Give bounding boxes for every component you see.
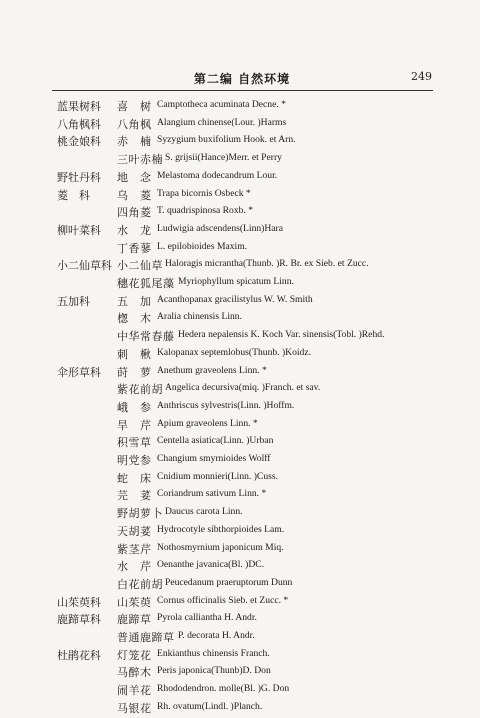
list-item bbox=[0, 487, 480, 505]
scientific-name: Centella asiatica(Linn. )Urban bbox=[157, 435, 274, 447]
scientific-name: Melastoma dodecandrum Lour. bbox=[157, 169, 278, 181]
scientific-name: Myriophyllum spicatum Linn. bbox=[178, 276, 294, 287]
list-item bbox=[0, 98, 480, 116]
list-item bbox=[0, 576, 480, 594]
scientific-name: Oenanthe javanica(Bl. )DC. bbox=[157, 559, 265, 571]
scientific-name: Acanthopanax gracilistylus W. W. Smith bbox=[157, 293, 313, 305]
scientific-name: Alangium chinense(Lour. )Harms bbox=[157, 116, 287, 128]
family-name: 柳叶菜科 bbox=[57, 223, 101, 237]
scientific-name: Angelica decursiva(miq. )Franch. et sav. bbox=[165, 382, 321, 394]
scientific-name: Anethum graveolens Linn. * bbox=[157, 364, 267, 376]
chinese-name: 白花前胡 bbox=[117, 577, 163, 591]
list-item bbox=[0, 169, 480, 187]
family-name: 山茱萸科 bbox=[57, 595, 101, 609]
family-name: 杜鹃花科 bbox=[57, 648, 101, 662]
list-item bbox=[0, 541, 480, 559]
list-item bbox=[0, 257, 480, 275]
chinese-name: 穗花狐尾藻 bbox=[117, 277, 175, 290]
scientific-name: S. grijsii(Hance)Merr. et Perry bbox=[165, 152, 282, 164]
scientific-name: Syzygium buxifolium Hook. et Arn. bbox=[157, 134, 296, 146]
chinese-name: 鹿蹄草 bbox=[117, 613, 152, 627]
list-item bbox=[0, 187, 480, 205]
chinese-name: 天胡荽 bbox=[117, 524, 152, 538]
list-item bbox=[0, 310, 480, 328]
list-item bbox=[0, 346, 480, 364]
chinese-name: 水 芹 bbox=[117, 560, 152, 574]
list-item bbox=[0, 594, 480, 612]
running-header bbox=[52, 70, 432, 86]
chinese-name: 喜 树 bbox=[117, 100, 152, 113]
list-item bbox=[0, 558, 480, 576]
list-item bbox=[0, 434, 480, 452]
scientific-name: Changium smyrnioides Wolff bbox=[157, 453, 271, 464]
chinese-name: 灯笼花 bbox=[117, 648, 152, 662]
family-name: 小二仙草科 bbox=[57, 259, 112, 273]
scientific-name: Cnidium monnieri(Linn. )Cuss. bbox=[157, 470, 278, 482]
list-item bbox=[0, 204, 480, 222]
chinese-name: 八角枫 bbox=[117, 117, 152, 131]
family-name: 伞形草科 bbox=[57, 365, 101, 379]
list-item bbox=[0, 364, 480, 382]
chinese-name: 四角菱 bbox=[117, 206, 152, 220]
chinese-name: 五 加 bbox=[117, 294, 152, 308]
scientific-name: Nothosmyrnium japonicum Miq. bbox=[157, 541, 284, 553]
family-name: 菱 科 bbox=[57, 188, 90, 202]
scientific-name: Apium graveolens Linn. * bbox=[157, 417, 258, 429]
chinese-name: 乌 菱 bbox=[117, 188, 152, 202]
list-item bbox=[0, 381, 480, 399]
list-item bbox=[0, 417, 480, 435]
scientific-name: T. quadrispinosa Roxb. * bbox=[157, 205, 254, 217]
scientific-name: Pyrola calliantha H. Andr. bbox=[157, 612, 257, 624]
family-name: 蓝果树科 bbox=[57, 100, 101, 113]
chinese-name: 山茱萸 bbox=[117, 595, 152, 609]
list-item bbox=[0, 452, 480, 470]
chinese-name: 水 龙 bbox=[117, 223, 152, 237]
chinese-name: 丁香蓼 bbox=[117, 241, 152, 255]
chinese-name: 莳 萝 bbox=[117, 365, 152, 379]
scientific-name: Peris japonica(Thunb)D. Don bbox=[157, 665, 271, 677]
list-item bbox=[0, 399, 480, 417]
list-item bbox=[0, 505, 480, 523]
chinese-name: 地 念 bbox=[117, 170, 152, 184]
list-item bbox=[0, 293, 480, 311]
scientific-name: Ludwigia adscendens(Linn)Hara bbox=[157, 222, 284, 234]
family-name: 鹿蹄草科 bbox=[57, 613, 101, 627]
scientific-name: Haloragis micrantha(Thunb. )R. Br. ex Sieb. et Zucc. bbox=[165, 258, 369, 270]
scientific-name: Anthriscus sylvestris(Linn. )Hoffm. bbox=[157, 399, 295, 411]
scientific-name: L. epilobioides Maxim. bbox=[157, 240, 248, 252]
scientific-name: Hydrocotyle sibthorpioides Lam. bbox=[157, 523, 285, 535]
scientific-name: Peucedanum praeruptorum Dunn bbox=[165, 576, 293, 588]
scientific-name: Cornus officinalis Sieb. et Zucc. * bbox=[157, 594, 289, 606]
chinese-name: 峨 参 bbox=[117, 400, 152, 414]
list-item bbox=[0, 700, 480, 718]
chinese-name: 刺 楸 bbox=[117, 347, 152, 361]
list-item bbox=[0, 222, 480, 240]
chinese-name: 三叶赤楠 bbox=[117, 153, 163, 167]
chinese-name: 紫花前胡 bbox=[117, 383, 163, 397]
list-item bbox=[0, 629, 480, 647]
list-item bbox=[0, 470, 480, 488]
scientific-name: Rh. ovatum(Lindl. )Planch. bbox=[157, 700, 263, 712]
list-item bbox=[0, 116, 480, 134]
family-name: 八角枫科 bbox=[57, 117, 101, 131]
chinese-name: 小二仙草 bbox=[117, 259, 163, 273]
list-item bbox=[0, 133, 480, 151]
list-item bbox=[0, 664, 480, 682]
family-name: 五加科 bbox=[57, 294, 90, 308]
scientific-name: Kalopanax septemlobus(Thunb. )Koidz. bbox=[157, 346, 311, 358]
chinese-name: 芫 荽 bbox=[117, 489, 152, 503]
chinese-name: 普通鹿蹄草 bbox=[117, 631, 175, 644]
scientific-name: Rhododendron. molle(Bl. )G. Don bbox=[157, 683, 290, 695]
chinese-name: 中华常春藤 bbox=[117, 330, 175, 344]
list-item bbox=[0, 240, 480, 258]
page-number: 249 bbox=[411, 70, 432, 83]
scientific-name: Enkianthus chinensis Franch. bbox=[157, 647, 270, 659]
chinese-name: 积雪草 bbox=[117, 436, 152, 450]
chapter-title: 第二编 自然环境 bbox=[193, 72, 291, 86]
header-rule bbox=[52, 90, 433, 91]
chinese-name: 明党参 bbox=[117, 454, 152, 467]
chinese-name: 闹羊花 bbox=[117, 684, 152, 698]
list-item bbox=[0, 523, 480, 541]
scientific-name: Camptotheca acuminata Decne. * bbox=[157, 99, 286, 110]
scientific-name: P. decorata H. Andr. bbox=[178, 630, 255, 641]
chinese-name: 旱 芹 bbox=[117, 418, 152, 432]
list-item bbox=[0, 611, 480, 629]
chinese-name: 蛇 床 bbox=[117, 471, 152, 485]
scientific-name: Coriandrum sativum Linn. * bbox=[157, 488, 267, 500]
scientific-name: Hedera nepalensis K. Koch Var. sinensis(Tobl. )Rehd. bbox=[178, 329, 385, 341]
list-item bbox=[0, 647, 480, 665]
scientific-name: Daucus carota Linn. bbox=[165, 506, 243, 518]
chinese-name: 野胡萝卜 bbox=[117, 507, 163, 521]
family-name: 桃金娘科 bbox=[57, 135, 101, 149]
chinese-name: 赤 楠 bbox=[117, 135, 152, 149]
scientific-name: Aralia chinensis Linn. bbox=[157, 311, 242, 323]
chinese-name: 紫茎芹 bbox=[117, 542, 152, 556]
chinese-name: 楤 木 bbox=[117, 312, 152, 326]
family-name: 野牡丹科 bbox=[57, 170, 101, 184]
list-item bbox=[0, 682, 480, 700]
list-item bbox=[0, 328, 480, 346]
list-item bbox=[0, 151, 480, 169]
scientific-name: Trapa bicornis Osbeck * bbox=[157, 187, 251, 199]
chinese-name: 马银花 bbox=[117, 701, 152, 715]
chinese-name: 马醉木 bbox=[117, 666, 152, 680]
list-item bbox=[0, 275, 480, 293]
